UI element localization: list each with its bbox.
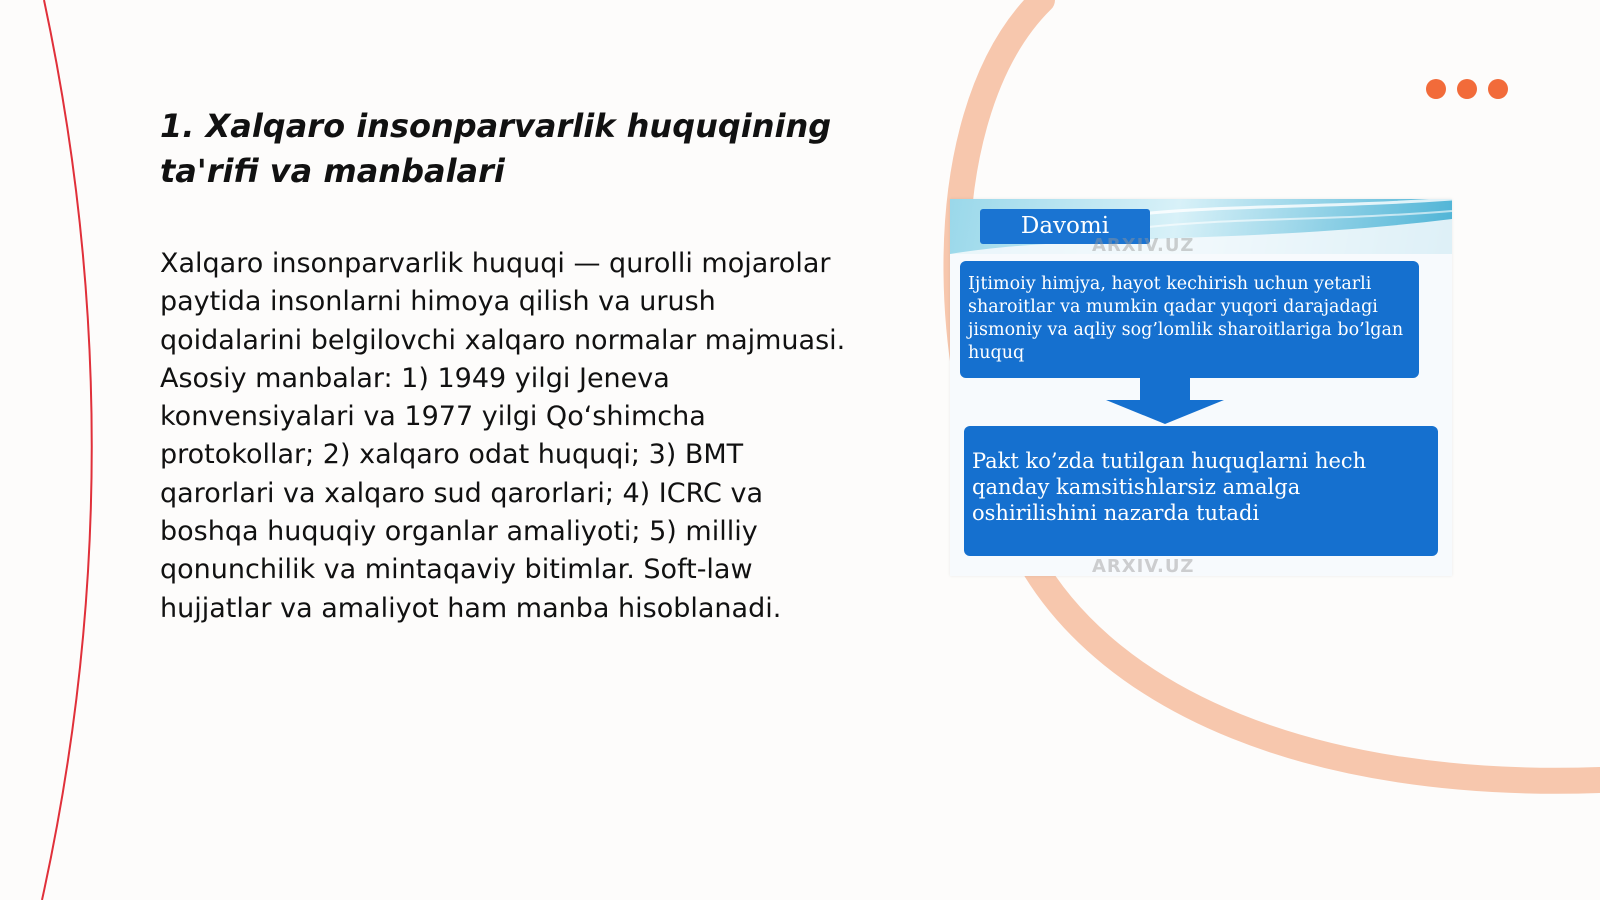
figure-image	[950, 199, 1452, 576]
dot	[1426, 79, 1446, 99]
figure-watermark: ARXIV.UZ	[1092, 235, 1195, 256]
dot	[1457, 79, 1477, 99]
figure-watermark: ARXIV.UZ	[1092, 556, 1195, 576]
figure-tab-label: Davomi	[980, 209, 1150, 244]
slide-title: 1. Xalqaro insonparvarlik huquqining ta'rifi va manbalari	[160, 107, 832, 190]
slide-body-text: Xalqaro insonparvarlik huquqi — qurolli mojarolar paytida insonlarni himoya qilish va urush qoidalarini belgilovchi xalqaro normalar majmuasi. Asosiy manbalar: 1) 1949 yilgi Jeneva konvensiyalari va 1977 yilgi Qo‘shimcha protokollar; 2) xalqaro odat huquqi; 3) BMT qarorlari va xalqaro sud qarorlari; 4) ICRC va boshqa huquqiy organlar amaliyoti; 5) milliy qonunchilik va mintaqaviy bitimlar. Soft-law hujjatlar va amaliyot ham manba hisoblanadi.	[160, 248, 846, 624]
figure-box-bottom: Pakt ko’zda tutilgan huquqlarni hech qanday kamsitishlarsiz amalga oshirilishini nazarda tutadi	[964, 426, 1438, 556]
dot	[1488, 79, 1508, 99]
left-red-curve	[42, 0, 92, 900]
three-dots-icon	[1426, 79, 1508, 99]
figure-banner	[950, 199, 1452, 254]
down-arrow-icon	[1102, 378, 1228, 426]
figure-box-top: Ijtimoiy himjya, hayot kechirish uchun yetarli sharoitlar va mumkin qadar yuqori darajadagi jismoniy va aqliy sog’lomlik sharoitlariga bo’lgan huquq	[960, 261, 1419, 378]
